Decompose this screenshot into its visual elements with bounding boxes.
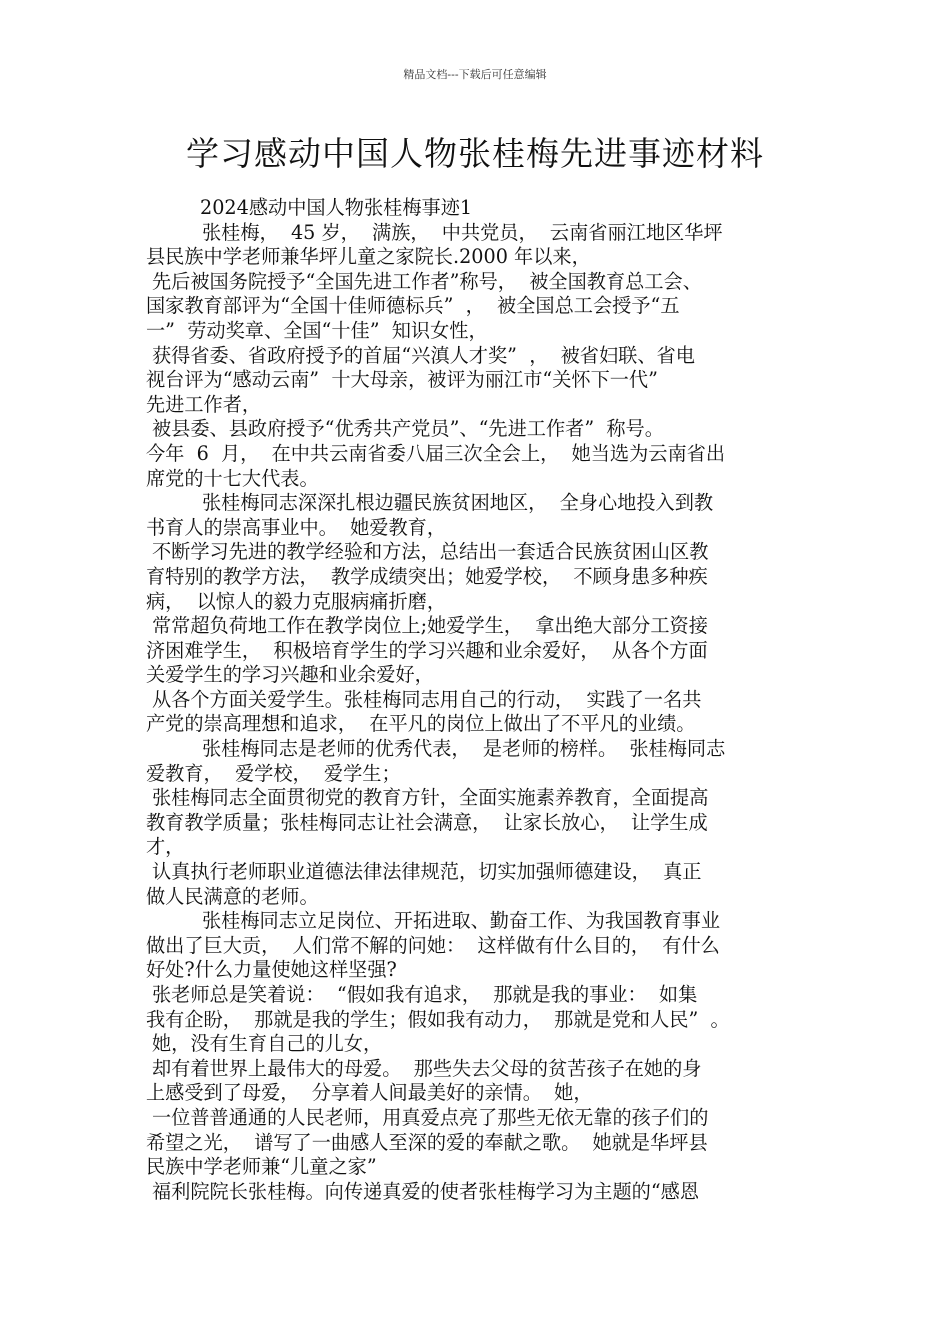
paragraph-line: 产党的崇高理想和追求， 在平凡的岗位上做出了不平凡的业绩。 xyxy=(146,712,696,736)
paragraph-line: 爱教育， 爱学校， 爱学生； xyxy=(146,761,401,785)
paragraph-line: 福利院院长张桂梅。向传递真爱的使者张桂梅学习为主题的“感恩 xyxy=(152,1179,700,1203)
paragraph-line: 2024感动中国人物张桂梅事迹1 xyxy=(200,196,473,219)
paragraph-line: 教育教学质量；张桂梅同志让社会满意， 让家长放心， 让学生成 xyxy=(146,810,708,834)
paragraph-line: 先进工作者， xyxy=(146,392,262,416)
paragraph-line: 张桂梅， 45 岁， 满族， 中共党员， 云南省丽江地区华坪 xyxy=(202,220,723,244)
paragraph-line: 县民族中学老师兼华坪儿童之家院长.2000 年以来， xyxy=(146,245,591,269)
paragraph-line: 却有着世界上最伟大的母爱。 那些失去父母的贫苦孩子在她的身 xyxy=(152,1056,702,1080)
header-note: 精品文档---下载后可任意编辑 xyxy=(403,68,547,81)
paragraph-line: 希望之光， 谱写了一曲感人至深的爱的奉献之歌。 她就是华坪县 xyxy=(146,1130,708,1154)
document-body xyxy=(146,196,822,1204)
paragraph-line: 张桂梅同志立足岗位、开拓进取、勤奋工作、为我国教育事业 xyxy=(202,909,721,933)
paragraph-line: 获得省委、省政府授予的首届“兴滇人才奖” ， 被省妇联、省电 xyxy=(152,343,695,367)
paragraph-line: 先后被国务院授予“全国先进工作者”称号， 被全国教育总工会、 xyxy=(152,269,702,293)
paragraph-line: 做出了巨大贡， 人们常不解的问她： 这样做有什么目的， 有什么 xyxy=(146,933,720,957)
paragraph-line: 不断学习先进的教学经验和方法，总结出一套适合民族贫困山区教 xyxy=(152,540,709,564)
document-title: 学习感动中国人物张桂梅先进事迹材料 xyxy=(186,134,764,173)
paragraph-line: 今年 6 月， 在中共云南省委八届三次全会上， 她当选为云南省出 xyxy=(146,441,726,465)
paragraph-line: 张桂梅同志全面贯彻党的教育方针，全面实施素养教育，全面提高 xyxy=(152,786,709,810)
paragraph-line: 做人民满意的老师。 xyxy=(146,884,319,908)
paragraph-line: 才， xyxy=(146,835,185,859)
paragraph-line: 常常超负荷地工作在教学岗位上;她爱学生， 拿出绝大部分工资接 xyxy=(152,614,708,638)
paragraph-line: 认真执行老师职业道德法律法律规范，切实加强师德建设， 真正 xyxy=(152,860,702,884)
paragraph-line: 从各个方面关爱学生。张桂梅同志用自己的行动， 实践了一名共 xyxy=(152,687,702,711)
paragraph-line: 一” 劳动奖章、全国“十佳” 知识女性， xyxy=(146,318,488,342)
paragraph-line: 她，没有生育自己的儿女， xyxy=(152,1032,383,1056)
paragraph-line: 一位普普通通的人民老师，用真爱点亮了那些无依无靠的孩子们的 xyxy=(152,1105,709,1129)
paragraph-line: 国家教育部评为“全国十佳师德标兵” ， 被全国总工会授予“五 xyxy=(146,294,680,318)
paragraph-line: 关爱学生的学习兴趣和业余爱好， xyxy=(146,663,434,687)
paragraph-line: 病， 以惊人的毅力克服病痛折磨， xyxy=(146,589,447,613)
paragraph-line: 书育人的崇高事业中。 她爱教育， xyxy=(146,515,447,539)
paragraph-line: 济困难学生， 积极培育学生的学习兴趣和业余爱好， 从各个方面 xyxy=(146,638,708,662)
paragraph-line: 我有企盼， 那就是我的学生；假如我有动力， 那就是党和人民” 。 xyxy=(146,1007,730,1031)
paragraph-line: 张桂梅同志是老师的优秀代表， 是老师的榜样。 张桂梅同志 xyxy=(202,737,726,761)
paragraph-line: 民族中学老师兼“儿童之家” xyxy=(146,1155,377,1179)
paragraph-line: 育特别的教学方法， 教学成绩突出；她爱学校， 不顾身患多种疾 xyxy=(146,564,708,588)
paragraph-line: 上感受到了母爱， 分享着人间最美好的亲情。 她， xyxy=(146,1081,593,1105)
paragraph-line: 席党的十七大代表。 xyxy=(146,466,319,490)
paragraph-line: 张老师总是笑着说： “假如我有追求， 那就是我的事业： 如集 xyxy=(152,983,698,1006)
paragraph-line: 张桂梅同志深深扎根边疆民族贫困地区， 全身心地投入到教 xyxy=(202,491,714,515)
paragraph-line: 视台评为“感动云南” 十大母亲，被评为丽江市“关怀下一代” xyxy=(146,368,658,392)
paragraph-line: 好处?什么力量使她这样坚强? xyxy=(146,958,397,982)
paragraph-line: 被县委、县政府授予“优秀共产党员”、“先进工作者” 称号。 xyxy=(152,417,664,441)
